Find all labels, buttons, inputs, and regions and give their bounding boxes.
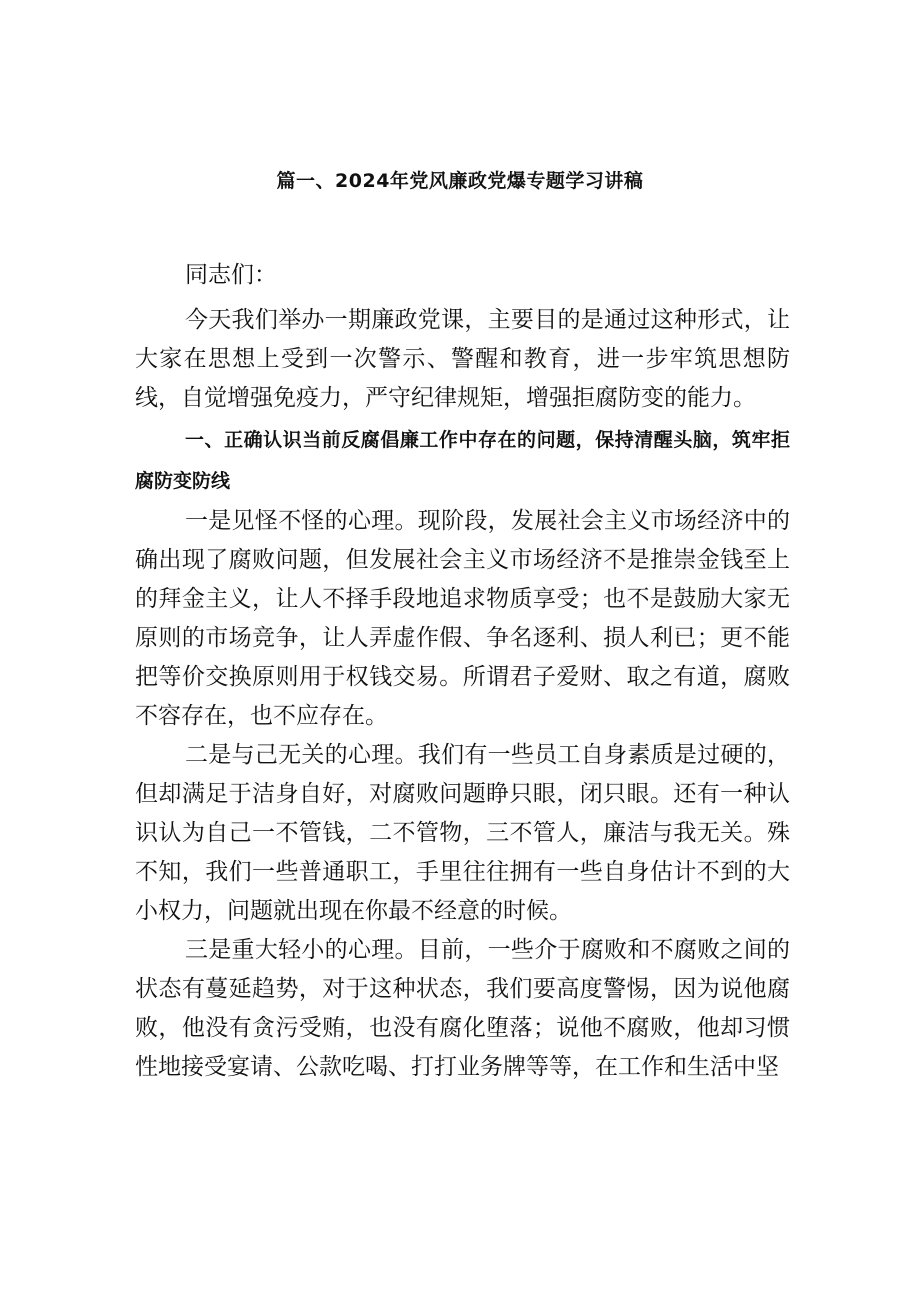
- document-title: 篇一、2024年党风廉政党爆专题学习讲稿: [276, 170, 644, 192]
- paragraph-intro: 今天我们举办一期廉政党课，主要目的是通过这种形式，让大家在思想上受到一次警示、警醒和教育，进一步牢筑思想防线，自觉增强免疫力，严守纪律规矩，增强拒腐防变的能力。: [135, 307, 790, 411]
- paragraph-point-3: 三是重大轻小的心理。目前，一些介于腐败和不腐败之间的状态有蔓延趋势，对于这种状态，我们要高度警惕，因为说他腐败，他没有贪污受贿，也没有腐化堕落；说他不腐败，他却习惯性地接受宴请、公款吃喝、打打业务牌等等，在工作和生活中坚: [135, 937, 790, 1080]
- paragraph-point-1: 一是见怪不怪的心理。现阶段，发展社会主义市场经济中的确出现了腐败问题，但发展社会主义市场经济不是推崇金钱至上的拜金主义，让人不择手段地追求物质享受；也不是鼓励大家无原则的市场竞争，让人弄虚作假、争名逐利、损人利已；更不能把等价交换原则用于权钱交易。所谓君子爱财、取之有道，腐败不容存在，也不应存在。: [135, 508, 790, 729]
- salutation: 同志们：: [185, 262, 277, 288]
- document-body: [135, 256, 790, 1087]
- section-heading-1: 一、正确认识当前反腐倡廉工作中存在的问题，保持清醒头脑，筑牢拒腐防变防线: [135, 429, 790, 492]
- paragraph-point-2: 二是与己无关的心理。我们有一些员工自身素质是过硬的，但却满足于洁身自好，对腐败问题睁只眼，闭只眼。还有一种认识认为自己一不管钱，二不管物，三不管人，廉洁与我无关。殊不知，我们一些普通职工，手里往往拥有一些自身估计不到的大小权力，问题就出现在你最不经意的时候。: [135, 742, 790, 924]
